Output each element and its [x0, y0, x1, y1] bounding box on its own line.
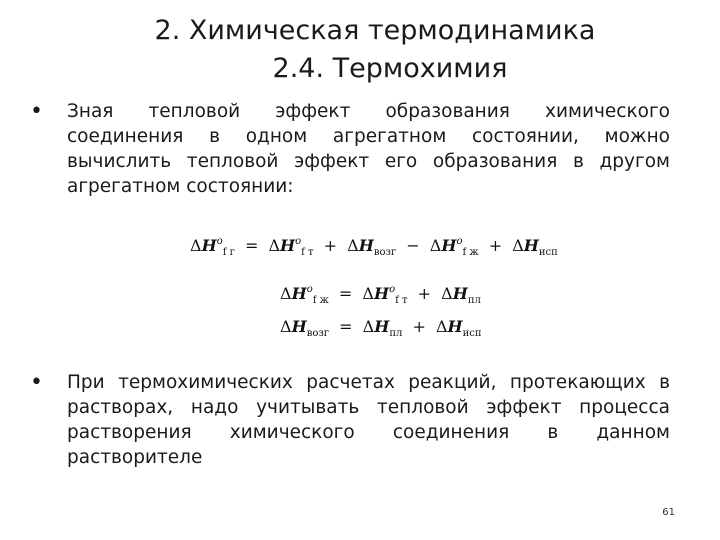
delta-symbol: Δ	[347, 236, 359, 255]
delta-symbol: Δ	[429, 236, 442, 255]
enthalpy-symbol: H	[441, 236, 457, 255]
slide-title-line-2: 2.4. Термохимия	[272, 53, 508, 84]
equation-operator: −	[406, 236, 420, 255]
enthalpy-symbol: H	[201, 236, 217, 255]
enthalpy-symbol: H	[374, 317, 390, 336]
subscript: f т	[301, 247, 314, 258]
subscript: возг	[306, 328, 330, 339]
delta-symbol: Δ	[362, 317, 375, 336]
bullet-text: При термохимических расчетах реакций, протекающих в растворах, надо учитывать тепловой эффект процесса растворения химического соединения в данном растворителе	[67, 372, 670, 468]
bullet-item-2	[30, 370, 670, 470]
bullet-item-1	[30, 99, 670, 199]
standard-state-mark: o	[456, 236, 463, 247]
enthalpy-symbol: H	[523, 236, 539, 255]
enthalpy-symbol: H	[358, 236, 374, 255]
subscript: пл	[389, 328, 403, 339]
equation-operator: +	[412, 317, 426, 336]
bullet-marker: •	[30, 99, 43, 124]
delta-symbol: Δ	[190, 236, 202, 255]
equation-1	[190, 232, 558, 263]
equation-operator: =	[244, 236, 259, 255]
subscript: f т	[395, 295, 408, 306]
bullet-text: Зная тепловой эффект образования химического соединения в одном агрегатном состоянии, можно вычислить тепловой эффект его образования в другом агрегатном состоянии:	[67, 101, 670, 197]
delta-symbol: Δ	[280, 284, 292, 303]
subscript: f ж	[462, 247, 479, 258]
enthalpy-symbol: H	[280, 236, 296, 255]
equation-operator: =	[338, 284, 353, 303]
standard-state-mark: o	[306, 284, 313, 295]
equation-3	[280, 317, 482, 344]
slide-title-line-1: 2. Химическая термодинамика	[154, 15, 596, 46]
subscript: исп	[538, 247, 558, 258]
subscript: возг	[373, 247, 397, 258]
page-number: 61	[662, 507, 675, 518]
delta-symbol: Δ	[280, 317, 292, 336]
equation-operator: +	[323, 236, 338, 255]
delta-symbol: Δ	[441, 284, 453, 303]
enthalpy-symbol: H	[291, 317, 307, 336]
subscript: пл	[467, 295, 481, 306]
delta-symbol: Δ	[362, 284, 374, 303]
enthalpy-symbol: H	[291, 284, 307, 303]
subscript: f г	[222, 247, 235, 258]
slide-title	[0, 12, 720, 88]
equation-operator: +	[417, 284, 432, 303]
delta-symbol: Δ	[512, 236, 524, 255]
equation-operator: =	[339, 317, 353, 336]
equation-operator: +	[488, 236, 503, 255]
standard-state-mark: o	[295, 236, 302, 247]
enthalpy-symbol: H	[373, 284, 390, 303]
subscript: исп	[462, 328, 482, 339]
enthalpy-symbol: H	[447, 317, 463, 336]
standard-state-mark: o	[389, 284, 396, 295]
enthalpy-symbol: H	[452, 284, 468, 303]
bullet-marker: •	[30, 370, 43, 395]
standard-state-mark: o	[216, 236, 223, 247]
subscript: f ж	[312, 295, 329, 306]
delta-symbol: Δ	[435, 317, 448, 336]
equation-2	[280, 280, 481, 311]
delta-symbol: Δ	[268, 236, 280, 255]
